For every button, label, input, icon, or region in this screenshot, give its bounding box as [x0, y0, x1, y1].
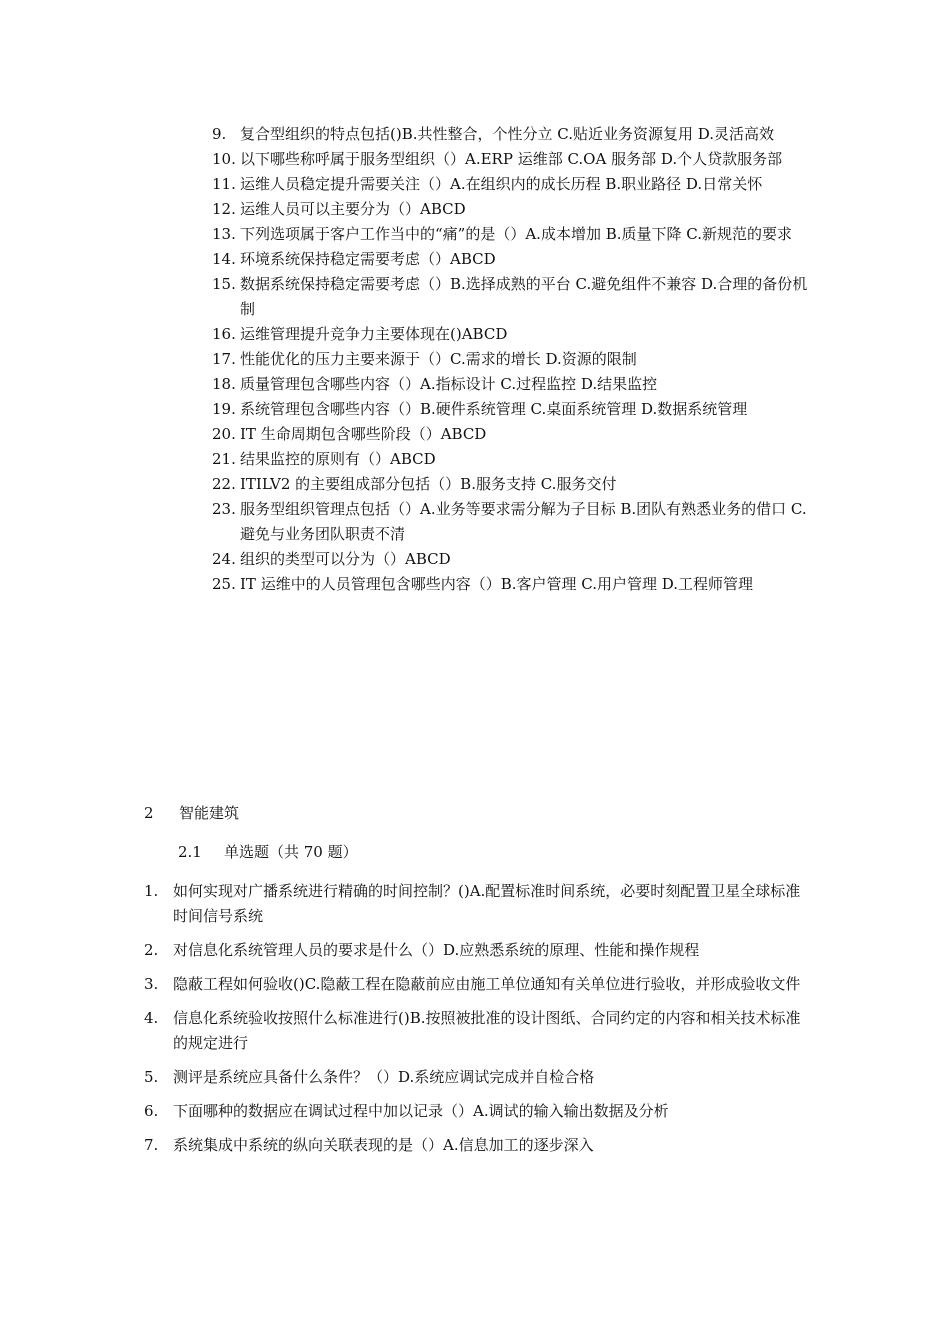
- list-item: [212, 547, 812, 572]
- item-number: 13.: [212, 225, 236, 243]
- item-number: 16.: [212, 325, 236, 343]
- item-text: 运维管理提升竞争力主要体现在()ABCD: [240, 325, 508, 343]
- item-number: 11.: [212, 175, 236, 193]
- item-text: 测评是系统应具备什么条件？（）D.系统应调试完成并自检合格: [173, 1068, 595, 1086]
- item-number: 20.: [212, 425, 236, 443]
- item-number: 6.: [144, 1102, 159, 1120]
- item-number: 24.: [212, 550, 236, 568]
- list-item: [212, 422, 812, 447]
- item-text: 服务型组织管理点包括（）A.业务等要求需分解为子目标 B.团队有熟悉业务的借口 C.避免与业务团队职责不清: [240, 500, 807, 543]
- item-text: 结果监控的原则有（）ABCD: [240, 450, 436, 468]
- question-list-1: [212, 122, 812, 597]
- list-item: [212, 197, 812, 222]
- item-number: 14.: [212, 250, 236, 268]
- list-item: [144, 1065, 812, 1090]
- item-text: 运维人员可以主要分为（）ABCD: [240, 200, 466, 218]
- list-item: [212, 497, 812, 547]
- item-number: 1.: [144, 882, 159, 900]
- section-number: 2: [144, 804, 154, 822]
- item-text: 质量管理包含哪些内容（）A.指标设计 C.过程监控 D.结果监控: [240, 375, 658, 393]
- list-item: [212, 372, 812, 397]
- item-text: 隐蔽工程如何验收()C.隐蔽工程在隐蔽前应由施工单位通知有关单位进行验收，并形成验收文件: [173, 975, 801, 993]
- item-number: 22.: [212, 475, 236, 493]
- subsection-number: 2.1: [178, 843, 202, 861]
- item-number: 10.: [212, 150, 236, 168]
- item-text: 系统管理包含哪些内容（）B.硬件系统管理 C.桌面系统管理 D.数据系统管理: [240, 400, 748, 418]
- item-number: 18.: [212, 375, 236, 393]
- item-text: 如何实现对广播系统进行精确的时间控制？()A.配置标准时间系统，必要时刻配置卫星全球标准时间信号系统: [173, 882, 801, 925]
- list-item: [144, 938, 812, 963]
- item-text: 下面哪种的数据应在调试过程中加以记录（）A.调试的输入输出数据及分析: [173, 1102, 669, 1120]
- item-text: 数据系统保持稳定需要考虑（）B.选择成熟的平台 C.避免组件不兼容 D.合理的备份机制: [240, 275, 808, 318]
- item-text: IT 运维中的人员管理包含哪些内容（）B.客户管理 C.用户管理 D.工程师管理: [240, 575, 753, 593]
- list-item: [212, 572, 812, 597]
- list-item: [212, 247, 812, 272]
- item-text: 系统集成中系统的纵向关联表现的是（）A.信息加工的逐步深入: [173, 1136, 594, 1154]
- list-item: [212, 147, 812, 172]
- item-text: IT 生命周期包含哪些阶段（）ABCD: [240, 425, 487, 443]
- list-item: [212, 272, 812, 322]
- item-text: 以下哪些称呼属于服务型组织（）A.ERP 运维部 C.OA 服务部 D.个人贷款服务部: [240, 150, 783, 168]
- item-number: 17.: [212, 350, 236, 368]
- item-number: 2.: [144, 941, 159, 959]
- item-text: 组织的类型可以分为（）ABCD: [240, 550, 451, 568]
- item-text: 运维人员稳定提升需要关注（）A.在组织内的成长历程 B.职业路径 D.日常关怀: [240, 175, 763, 193]
- list-item: [144, 1133, 812, 1158]
- list-item: [212, 447, 812, 472]
- section-title: 智能建筑: [179, 804, 240, 822]
- item-number: 9.: [212, 125, 227, 143]
- item-text: 复合型组织的特点包括()B.共性整合，个性分立 C.贴近业务资源复用 D.灵活高效: [240, 125, 775, 143]
- list-item: [144, 879, 812, 929]
- list-item: [212, 347, 812, 372]
- list-item: [144, 972, 812, 997]
- item-number: 19.: [212, 400, 236, 418]
- item-number: 7.: [144, 1136, 159, 1154]
- list-item: [212, 397, 812, 422]
- item-number: 3.: [144, 975, 159, 993]
- item-text: 性能优化的压力主要来源于（）C.需求的增长 D.资源的限制: [240, 350, 637, 368]
- item-number: 15.: [212, 275, 236, 293]
- list-item: [212, 172, 812, 197]
- list-item: [212, 322, 812, 347]
- list-item: [212, 222, 812, 247]
- item-number: 12.: [212, 200, 236, 218]
- item-text: 信息化系统验收按照什么标准进行()B.按照被批准的设计图纸、合同约定的内容和相关技术标准的规定进行: [173, 1009, 801, 1052]
- subsection-heading: [178, 840, 358, 865]
- item-text: 对信息化系统管理人员的要求是什么（）D.应熟悉系统的原理、性能和操作规程: [173, 941, 700, 959]
- list-item: [212, 122, 812, 147]
- item-number: 21.: [212, 450, 236, 468]
- item-text: ITILV2 的主要组成部分包括（）B.服务支持 C.服务交付: [240, 475, 617, 493]
- list-item: [212, 472, 812, 497]
- item-number: 25.: [212, 575, 236, 593]
- item-number: 4.: [144, 1009, 159, 1027]
- item-text: 下列选项属于客户工作当中的“痛”的是（）A.成本增加 B.质量下降 C.新规范的要求: [240, 225, 792, 243]
- subsection-title: 单选题（共 70 题）: [224, 843, 358, 861]
- list-item: [144, 1099, 812, 1124]
- item-number: 23.: [212, 500, 236, 518]
- item-text: 环境系统保持稳定需要考虑（）ABCD: [240, 250, 496, 268]
- question-list-2: [144, 879, 812, 1167]
- item-number: 5.: [144, 1068, 159, 1086]
- list-item: [144, 1006, 812, 1056]
- section-heading: [144, 801, 239, 826]
